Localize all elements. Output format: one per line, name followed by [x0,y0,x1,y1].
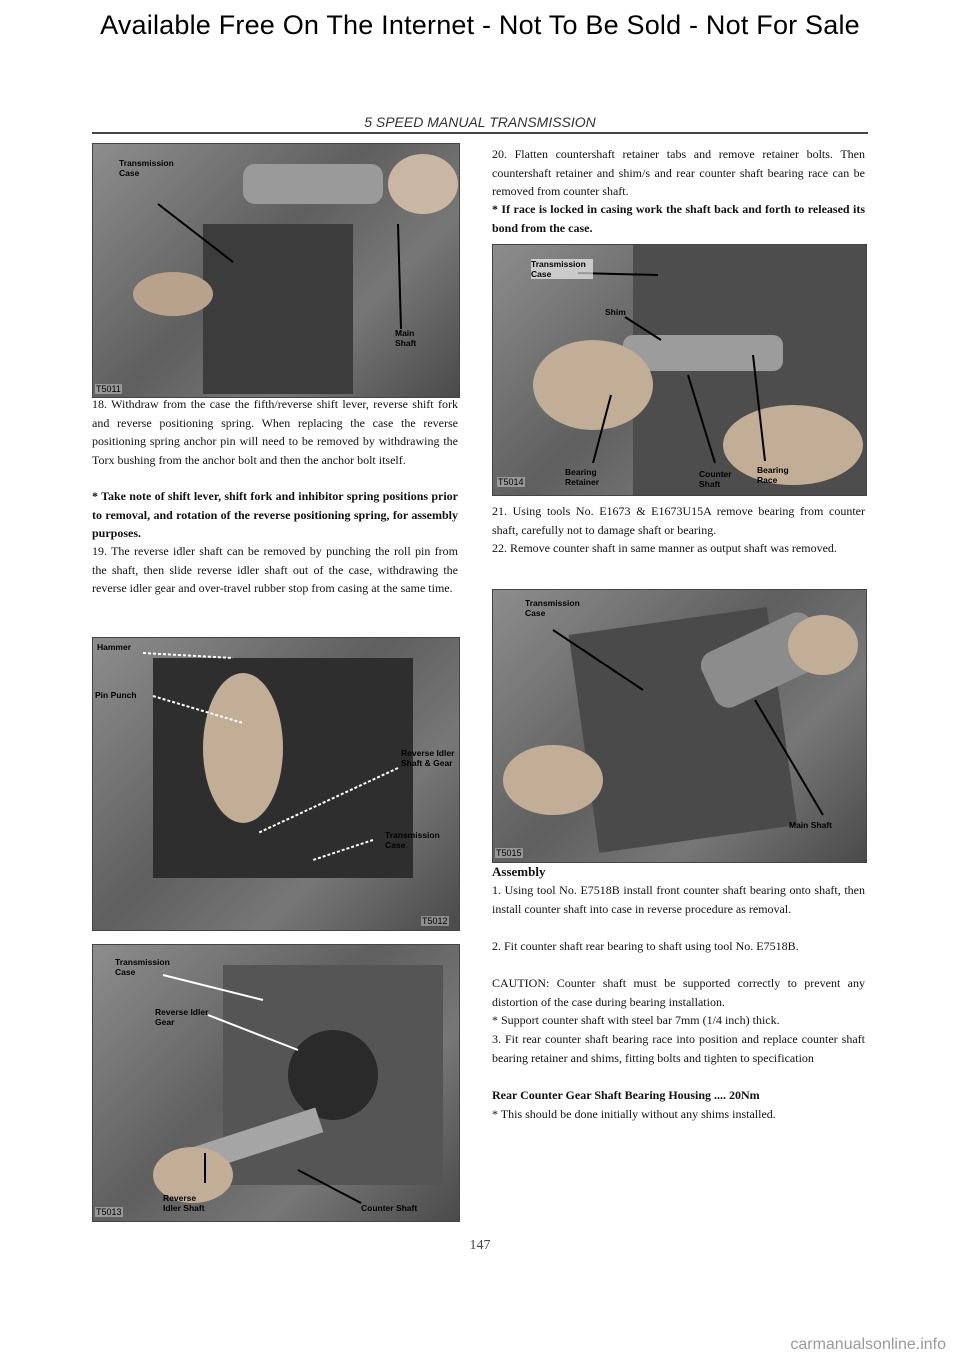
figure-code: T5014 [498,477,524,487]
label-main-shaft: Main Shaft [789,820,832,830]
assembly-step-3: 3. Fit rear counter shaft bearing race into position and replace counter shaft bearing retainer and shims, fitting bolts and tighten to specification [492,1032,865,1065]
figure-code: T5015 [496,848,522,858]
label-reverse-idler-gear: Reverse Idler Gear [155,1007,209,1027]
label-bearing-race: Bearing Race [757,465,789,485]
label-transmission-case: Transmission Case [385,830,440,850]
page-number: 147 [469,1238,491,1253]
footer-watermark: carmanualsonline.info [790,1336,946,1353]
hand-shape [388,154,458,214]
label-transmission-case: Transmission Case [531,259,593,279]
label-transmission-case: Transmission Case [525,598,580,618]
step-19: 19. The reverse idler shaft can be removed by punching the roll pin from the shaft, then slide reverse idler shaft out of the case, withdrawing the reverse idler gear and over-travel rubber stop from casing at the same time. [92,544,458,595]
label-hammer: Hammer [97,642,132,652]
page-header: 5 SPEED MANUAL TRANSMISSION [364,114,596,130]
watermark-banner: Available Free On The Internet - Not To Be Sold - Not For Sale [100,10,860,40]
label-reverse-idler-shaft-gear: Reverse Idler Shaft & Gear [401,748,455,768]
case-shape [203,224,353,394]
figure-code: T5013 [96,1207,122,1217]
assembly-step-1: 1. Using tool No. E7518B install front counter shaft bearing onto shaft, then install counter shaft into case in reverse procedure as removal. [492,883,865,916]
assembly-heading: Assembly [492,864,546,879]
label-main-shaft: Main Shaft [395,328,417,348]
figure-t5011 [92,143,460,398]
shaft-shape [243,164,383,204]
label-arrow [398,224,401,329]
label-counter-shaft: Counter Shaft [361,1203,418,1213]
figure-t5013 [92,944,460,1222]
label-transmission-case: Transmission Case [115,957,170,977]
header-rule [92,132,868,134]
step-18: 18. Withdraw from the case the fifth/reverse shift lever, reverse shift fork and reverse positioning spring. When replacing the case the reverse positioning spring anchor pin will need to be removed by withdrawing the Torx bushing from the anchor bolt and then the anchor bolt itself. [92,397,458,467]
hand-shape [133,272,213,316]
label-bearing-retainer: Bearing Retainer [565,467,600,487]
label-transmission-case: Transmission Case [119,158,174,178]
figure-t5011-illustration [93,144,459,397]
step-22: 22. Remove counter shaft in same manner as output shaft was removed. [492,541,837,555]
label-arrow [143,653,233,658]
case-shape [153,658,413,878]
figure-t5014-illustration [493,245,866,495]
hand-shape [788,615,858,675]
torque-spec: Rear Counter Gear Shaft Bearing Housing .... 20Nm [492,1088,760,1102]
figure-code: T5011 [96,384,121,394]
figure-t5012-illustration [93,638,459,930]
label-pin-punch: Pin Punch [95,690,137,700]
note-18: * Take note of shift lever, shift fork and inhibitor spring positions prior to removal, and rotation of the reverse positioning spring, for assembly purposes. [92,489,458,540]
torque-note: * This should be done initially without any shims installed. [492,1107,776,1121]
step-21: 21. Using tools No. E1673 & E1673U15A remove bearing from counter shaft, carefully not to damage shaft or bearing. [492,504,865,537]
hand-shape [503,745,603,815]
label-counter-shaft: Counter Shaft [699,469,732,489]
label-reverse-idler-shaft: Reverse Idler Shaft [163,1193,205,1213]
caution-note: CAUTION: Counter shaft must be supported correctly to prevent any distortion of the case during bearing installation. [492,976,865,1009]
hand-shape [203,673,283,823]
hand-shape [533,340,653,430]
figure-t5012 [92,637,460,931]
figure-t5013-illustration [93,945,459,1221]
step-20: 20. Flatten countershaft retainer tabs and remove retainer bolts. Then countershaft retainer and shim/s and rear counter shaft bearing race can be removed from counter shaft. [492,147,865,198]
figure-t5015 [492,589,867,863]
assembly-step-2: 2. Fit counter shaft rear bearing to shaft using tool No. E7518B. [492,939,799,953]
figure-code: T5012 [422,916,448,926]
figure-t5014 [492,244,867,496]
support-note: * Support counter shaft with steel bar 7mm (1/4 inch) thick. [492,1013,780,1027]
bore-shape [288,1030,378,1120]
note-20: * If race is locked in casing work the shaft back and forth to released its bond from the case. [492,202,865,235]
label-shim: Shim [605,307,626,317]
